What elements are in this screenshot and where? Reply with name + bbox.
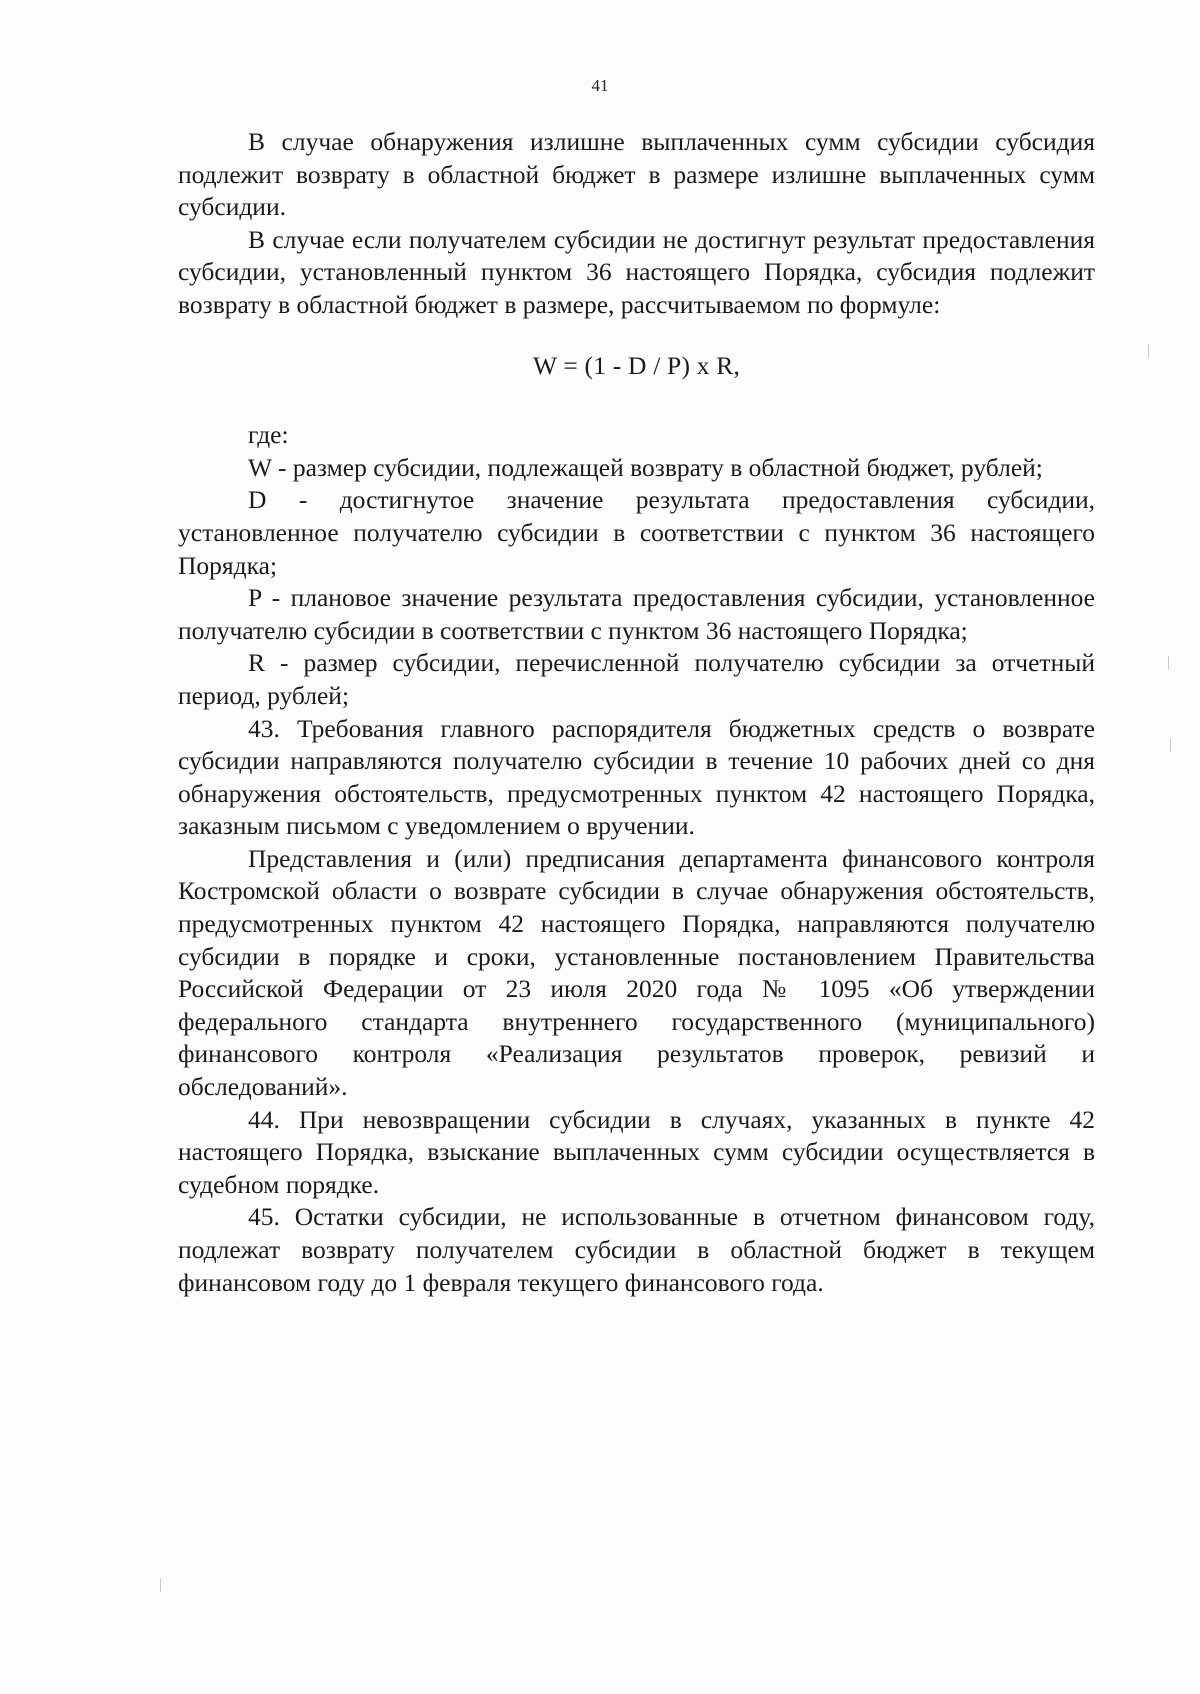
document-body bbox=[178, 126, 1095, 1299]
paragraph-43: 43. Требования главного распорядителя бюджетных средств о возврате субсидии направляются получателю субсидии в течение 10 рабочих дней со дня обнаружения обстоятельств, предусмотренных пунктом 42 настоящего Порядка, заказным письмом с уведомлением о вручении. bbox=[178, 713, 1095, 841]
definition-r: R - размер субсидии, перечисленной получателю субсидии за отчетный период, рублей; bbox=[178, 648, 1095, 710]
where-label: где: bbox=[248, 420, 289, 450]
paragraph-44: 44. При невозвращении субсидии в случаях, указанных в пункте 42 настоящего Порядка, взыскание выплаченных сумм субсидии осуществляется в судебном порядке. bbox=[178, 1104, 1095, 1199]
paragraph-result-not-achieved: В случае если получателем субсидии не достигнут результат предоставления субсидии, установленный пунктом 36 настоящего Порядка, субсидия подлежит возврату в областной бюджет в размере, рассчитываемом по формуле: bbox=[178, 224, 1095, 319]
definition-w: W - размер субсидии, подлежащей возврату в областной бюджет, рублей; bbox=[248, 452, 1043, 482]
paragraph-45: 45. Остатки субсидии, не использованные в отчетном финансовом году, подлежат возврату получателем субсидии в областной бюджет в текущем финансовом году до 1 февраля текущего финансового года. bbox=[178, 1202, 1095, 1297]
paragraph-overpayment-return: В случае обнаружения излишне выплаченных сумм субсидии субсидия подлежит возврату в областной бюджет в размере излишне выплаченных сумм субсидии. bbox=[178, 127, 1095, 222]
refund-formula: W = (1 - D / P) x R, bbox=[532, 350, 741, 380]
scan-speck bbox=[160, 1578, 161, 1592]
scan-speck bbox=[1168, 656, 1169, 670]
scan-speck bbox=[1170, 738, 1171, 752]
scan-speck bbox=[1148, 344, 1149, 358]
paragraph-control-orders: Представления и (или) предписания департамента финансового контроля Костромской области о возврате субсидии в случае обнаружения обстоятельств, предусмотренных пунктом 42 настоящего Порядка, направляются получателю субсидии в порядке и сроки, установленные постановлением Правительства Российской Федерации от 23 июля 2020 года № 1095 «Об утверждении федерального стандарта внутреннего государственного (муниципального) финансового контроля «Реализация результатов проверок, ревизий и обследований». bbox=[178, 843, 1095, 1102]
page-number: 41 bbox=[591, 76, 609, 95]
definition-d: D - достигнутое значение результата предоставления субсидии, установленное получателю субсидии в соответствии с пунктом 36 настоящего Порядка; bbox=[178, 485, 1095, 580]
definition-p: P - плановое значение результата предоставления субсидии, установленное получателю субсидии в соответствии с пунктом 36 настоящего Порядка; bbox=[178, 583, 1095, 645]
